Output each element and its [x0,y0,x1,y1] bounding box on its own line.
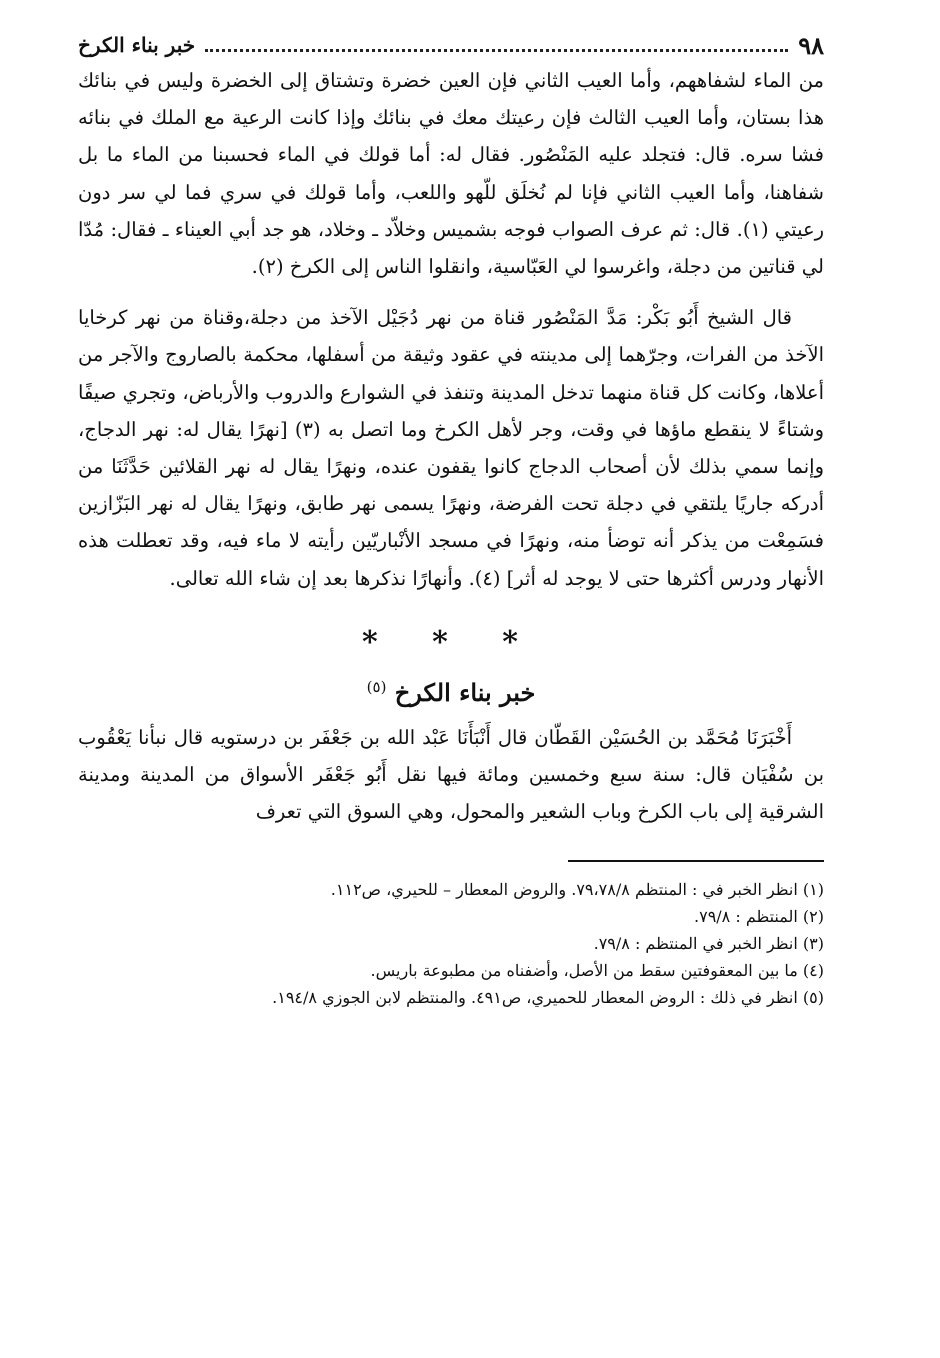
running-title: خبر بناء الكرخ [78,33,196,57]
footnote-2: (٢) المنتظم : ٧٩/٨. [694,907,824,927]
body-paragraph-1: من الماء لشفاههم، وأما العيب الثاني فإن العين خضرة وتشتاق إلى الخضرة وليس في بنائك هذا بستان، وأما العيب الثالث فإن رعيتك معك في بنائك وإذا كانت الرعية مع الملك في بنائه فشا سره. قال: فتجلد عليه المَنْصُور. فقال له: أما قولك في الماء فحسبنا من الماء ما بل شفاهنا، وأما العيب الثاني فإنا لم نُخلَق للّهو واللعب، وأما قولك في سري فما لي سر دون رعيتي (١). قال: ثم عرف الصواب فوجه بشميس وخلاّد ـ وخلاد، هو جد أبي العيناء ـ فقال: مُدّا لي قناتين من دجلة، واغرسوا لي العَبّاسية، وانقلوا الناس إلى الكرخ (٢). [78,69,825,279]
paragraph-gap [78,285,824,299]
footnote-rule [568,860,824,862]
footnote-4: (٤) ما بين المعقوفتين سقط من الأصل، وأضفناه من مطبوعة باريس. [370,961,824,981]
leader-dots [205,39,788,52]
section-heading [78,678,824,707]
footnote-3: (٣) انظر الخبر في المنتظم : ٧٩/٨. [593,934,824,954]
section-heading-footnote-ref: (٥) [366,677,387,696]
footnote-1: (١) انظر الخبر في : المنتظم ٧٩،٧٨/٨. والروض المعطار – للحيري، ص١١٢. [330,880,824,900]
page-number: ٩٨ [798,30,824,60]
section-heading-text: خبر بناء الكرخ [394,677,536,707]
running-header [78,28,824,62]
body-paragraph-3: أَخْبَرَنَا مُحَمَّد بن الحُسَيْن القَطّان قال أَنْبَأَنَا عَبْد الله بن جَعْفَر بن درستويه قال نبأنا يَعْقُوب بن سُفْيَان قال: سنة سبع وخمسين ومائة فيها نقل أَبُو جَعْفَر الأسواق من المدينة ومدينة الشرقية إلى باب الكرخ وباب الشعير والمحول، وهي السوق التي تعرف [78,725,824,824]
section-separator: * * * [362,624,540,660]
footnotes [78,876,824,1011]
footnote-5: (٥) انظر في ذلك : الروض المعطار للحميري، ص٤٩١. والمنتظم لابن الجوزي ١٩٤/٨. [272,988,824,1008]
book-page [78,28,824,1338]
body-paragraph-2: قال الشيخ أَبُو بَكْر: مَدَّ المَنْصُور قناة من نهر دُجَيْل الآخذ من دجلة،وقناة من نهر كرخايا الآخذ من الفرات، وجرّهما إلى مدينته في عقود وثيقة من أسفلها، محكمة بالصاروج والآجر من أعلاها، وكانت كل قناة منهما تدخل المدينة وتنفذ في الشوارع والدروب والأرباض، وتجري صيفًا وشتاءً لا ينقطع ماؤها في وقت، وجر لأهل الكرخ وما اتصل به (٣) [نهرًا يقال له: نهر الدجاج، وإنما سمي بذلك لأن أصحاب الدجاج كانوا يقفون عنده، ونهرًا يقال له نهر القلائين حَدَّثَنَا من أدركه جاريًا يلتقي في دجلة تحت الفرضة، ونهرًا يسمى نهر طابق، ونهرًا يقال له نهر البَزّازين فسَمِعْت من يذكر أنه توضأ منه، ونهرًا في مسجد الأنْباريّين رأيته لا ماء فيه، وقد تعطلت هذه الأنهار ودرس أكثرها حتى لا يوجد له أثر] (٤). وأنهارًا نذكرها بعد إن شاء الله تعالى. [78,306,824,590]
